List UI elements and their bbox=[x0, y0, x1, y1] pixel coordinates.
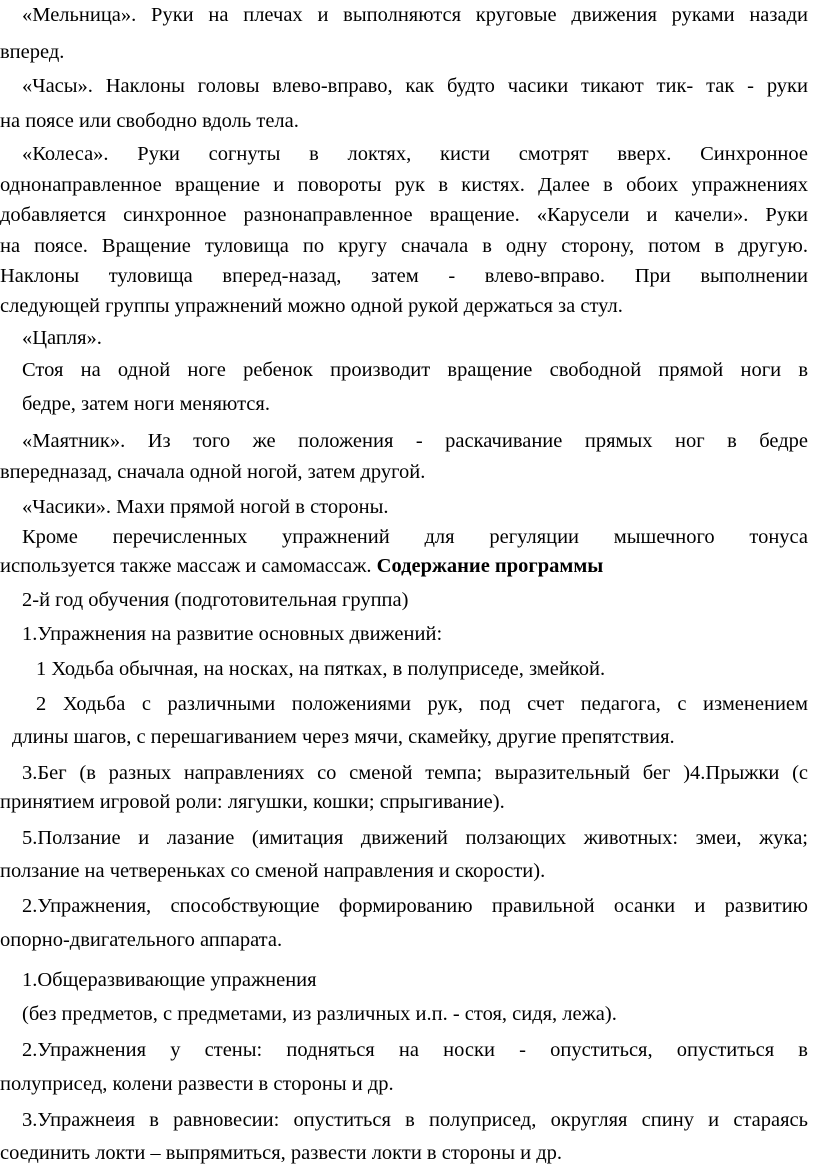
text-line: на поясе. Вращение туловища по кругу сначала в одну сторону, потом в другую. bbox=[0, 235, 808, 257]
text-line: «Мельница». Руки на плечах и выполняются круговые движения руками назади bbox=[22, 4, 808, 26]
text-line: 1 Ходьба обычная, на носках, на пятках, в полуприседе, змейкой. bbox=[36, 658, 606, 680]
text-line: 2 Ходьба с различными положениями рук, под счет педагога, с изменением bbox=[36, 693, 808, 715]
text-line: «Маятник». Из того же положения - раскачивание прямых ног в бедре bbox=[22, 430, 808, 452]
text-line: (без предметов, с предметами, из различных и.п. - стоя, сидя, лежа). bbox=[22, 1003, 617, 1025]
text-line: 3.Упражнеия в равновесии: опуститься в полуприсед, округляя спину и стараясь bbox=[22, 1109, 808, 1131]
section-heading: Содержание программы bbox=[376, 555, 604, 577]
text-line: «Колеса». Руки согнуты в локтях, кисти смотрят вверх. Синхронное bbox=[22, 143, 808, 165]
text-line: 3.Бег (в разных направлениях со сменой темпа; выразительный бег )4.Прыжки (с bbox=[22, 762, 808, 784]
text-line: «Цапля». bbox=[22, 327, 102, 349]
text-line: однонаправленное вращение и повороты рук в кистях. Далее в обоих упражнениях bbox=[0, 174, 808, 196]
text-line: 2-й год обучения (подготовительная группа) bbox=[22, 589, 409, 611]
text-line: принятием игровой роли: лягушки, кошки; спрыгивание). bbox=[0, 791, 505, 813]
text-segment: используется также массаж и самомассаж. bbox=[0, 555, 372, 577]
text-line: полуприсед, колени развести в стороны и др. bbox=[0, 1073, 394, 1095]
text-line: длины шагов, с перешагиванием через мячи, скамейку, другие препятствия. bbox=[12, 726, 675, 748]
text-line: Стоя на одной ноге ребенок производит вращение свободной прямой ноги в bbox=[22, 359, 808, 381]
text-line: бедре, затем ноги меняются. bbox=[22, 393, 270, 415]
text-line: «Часы». Наклоны головы влево-вправо, как будто часики тикают тик- так - руки bbox=[22, 75, 808, 97]
text-line: на поясе или свободно вдоль тела. bbox=[0, 110, 299, 132]
text-line: вперед. bbox=[0, 41, 65, 63]
text-line: опорно-двигательного аппарата. bbox=[0, 929, 283, 951]
text-line: 2.Упражнения у стены: подняться на носки - опуститься, опуститься в bbox=[22, 1039, 808, 1061]
text-line: соединить локти – выпрямиться, развести локти в стороны и др. bbox=[0, 1142, 563, 1164]
text-line: впередназад, сначала одной ногой, затем другой. bbox=[0, 461, 426, 483]
text-line: 1.Общеразвивающие упражнения bbox=[22, 969, 317, 991]
text-line: добавляется синхронное разнонаправленное вращение. «Карусели и качели». Руки bbox=[0, 204, 808, 226]
text-line: 5.Ползание и лазание (имитация движений ползающих животных: змеи, жука; bbox=[22, 827, 808, 849]
text-line: 1.Упражнения на развитие основных движений: bbox=[22, 623, 443, 645]
text-line: Кроме перечисленных упражнений для регуляции мышечного тонуса bbox=[22, 526, 808, 548]
text-line: следующей группы упражнений можно одной рукой держаться за стул. bbox=[0, 295, 623, 317]
text-line: Наклоны туловища вперед-назад, затем - влево-вправо. При выполнении bbox=[0, 265, 808, 287]
text-line: «Часики». Махи прямой ногой в стороны. bbox=[22, 496, 389, 518]
text-line bbox=[0, 553, 816, 579]
text-line: 2.Упражнения, способствующие формированию правильной осанки и развитию bbox=[22, 895, 808, 917]
text-line: ползание на четвереньках со сменой направления и скорости). bbox=[0, 860, 546, 882]
